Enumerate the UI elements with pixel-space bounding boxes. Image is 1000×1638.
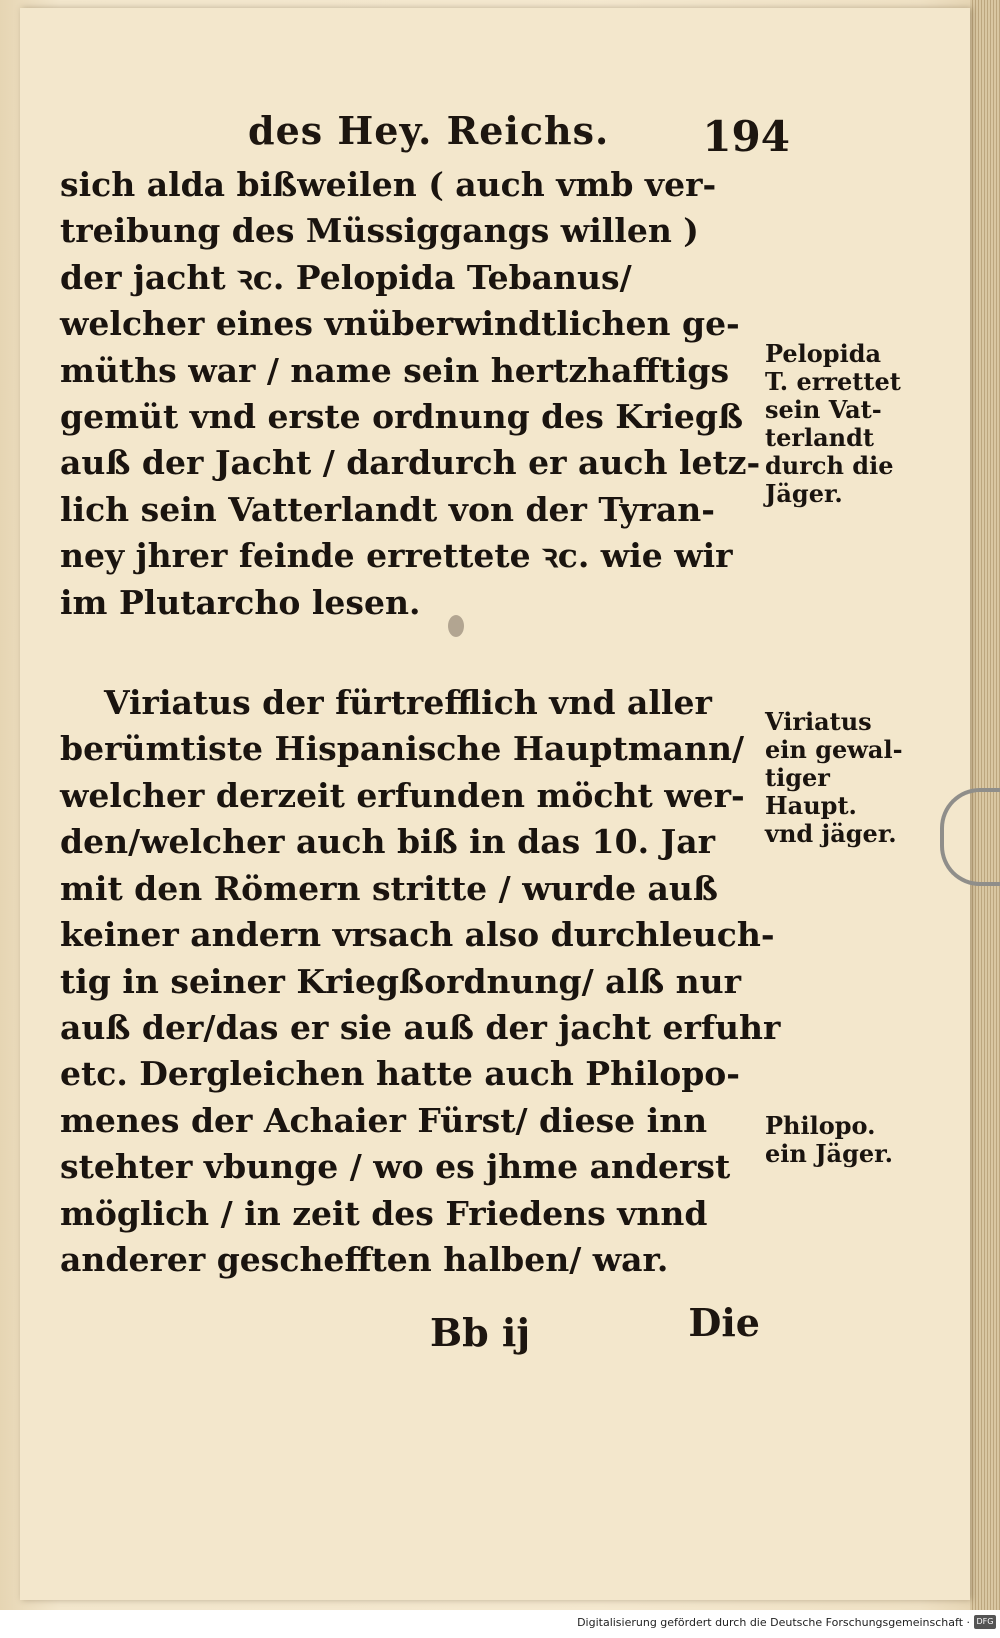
margin-line: ein Jäger. <box>765 1139 893 1168</box>
ink-blot <box>448 615 464 637</box>
text-line: etc. Dergleichen hatte auch Philopo- <box>60 1054 740 1094</box>
margin-line: T. errettet <box>765 367 901 396</box>
main-text <box>60 162 781 1283</box>
page-footer <box>60 1300 760 1355</box>
paragraph-1 <box>60 162 760 626</box>
margin-line: ein gewal- <box>765 735 903 764</box>
text-line: auß der Jacht / dardurch er auch letz- <box>60 443 761 483</box>
text-line: im Plutarcho lesen. <box>60 582 421 622</box>
folio-number: 194 <box>702 112 790 161</box>
page-clip <box>940 788 1000 886</box>
paragraph-2 <box>60 680 781 1283</box>
margin-line: sein Vat- <box>765 395 882 424</box>
credit-bar <box>0 1610 1000 1638</box>
text-line: den/welcher auch biß in das 10. Jar <box>60 822 715 862</box>
text-line: lich sein Vatterlandt von der Tyran- <box>60 489 715 529</box>
margin-line: Jäger. <box>765 479 843 508</box>
margin-note-viriatus <box>765 708 905 848</box>
margin-line: Haupt. <box>765 791 857 820</box>
funding-credit: Digitalisierung gefördert durch die Deutsche Forschungsgemeinschaft · <box>577 1616 970 1629</box>
catchword: Die <box>688 1300 760 1345</box>
margin-line: terlandt <box>765 423 874 452</box>
text-line: der jacht ꝛc. Pelopida Tebanus/ <box>60 257 632 297</box>
margin-line: vnd jäger. <box>765 819 897 848</box>
text-line: gemüt vnd erste ordnung des Kriegß <box>60 397 744 437</box>
text-line: sich alda bißweilen ( auch vmb ver- <box>60 165 717 204</box>
text-line: berümtiste Hispanische Hauptmann/ <box>60 729 745 769</box>
text-line: möglich / in zeit des Friedens vnnd <box>60 1193 708 1233</box>
text-line: mit den Römern stritte / wurde auß <box>60 868 719 908</box>
dfg-logo-icon: DFG <box>974 1615 996 1629</box>
margin-line: tiger <box>765 763 830 792</box>
margin-line: Viriatus <box>765 707 872 736</box>
margin-line: durch die <box>765 451 894 480</box>
text-line: menes der Achaier Fürst/ diese inn <box>60 1100 708 1140</box>
text-line: keiner andern vrsach also durchleuch- <box>60 915 775 955</box>
text-line: stehter vbunge / wo es jhme anderst <box>60 1147 731 1187</box>
signature-mark: Bb ij <box>430 1310 531 1355</box>
text-line: tig in seiner Kriegßordnung/ alß nur <box>60 961 741 1001</box>
text-line: welcher eines vnüberwindtlichen ge- <box>60 304 740 344</box>
margin-note-philopo <box>765 1112 905 1168</box>
page-header <box>60 108 790 161</box>
running-head: des Hey. Reichs. <box>248 108 610 153</box>
text-line: anderer geschefften halben/ war. <box>60 1239 669 1279</box>
margin-note-pelopida <box>765 340 905 508</box>
text-line: welcher derzeit erfunden möcht wer- <box>60 775 745 815</box>
text-line: Viriatus der fürtrefflich vnd aller <box>104 683 712 723</box>
text-line: müths war / name sein hertzhafftigs <box>60 350 730 390</box>
text-line: ney jhrer feinde errettete ꝛc. wie wir <box>60 536 733 576</box>
margin-line: Philopo. <box>765 1111 876 1140</box>
text-line: treibung des Müssiggangs willen ) <box>60 211 699 251</box>
margin-line: Pelopida <box>765 339 882 368</box>
text-line: auß der/das er sie auß der jacht erfuhr <box>60 1007 781 1047</box>
